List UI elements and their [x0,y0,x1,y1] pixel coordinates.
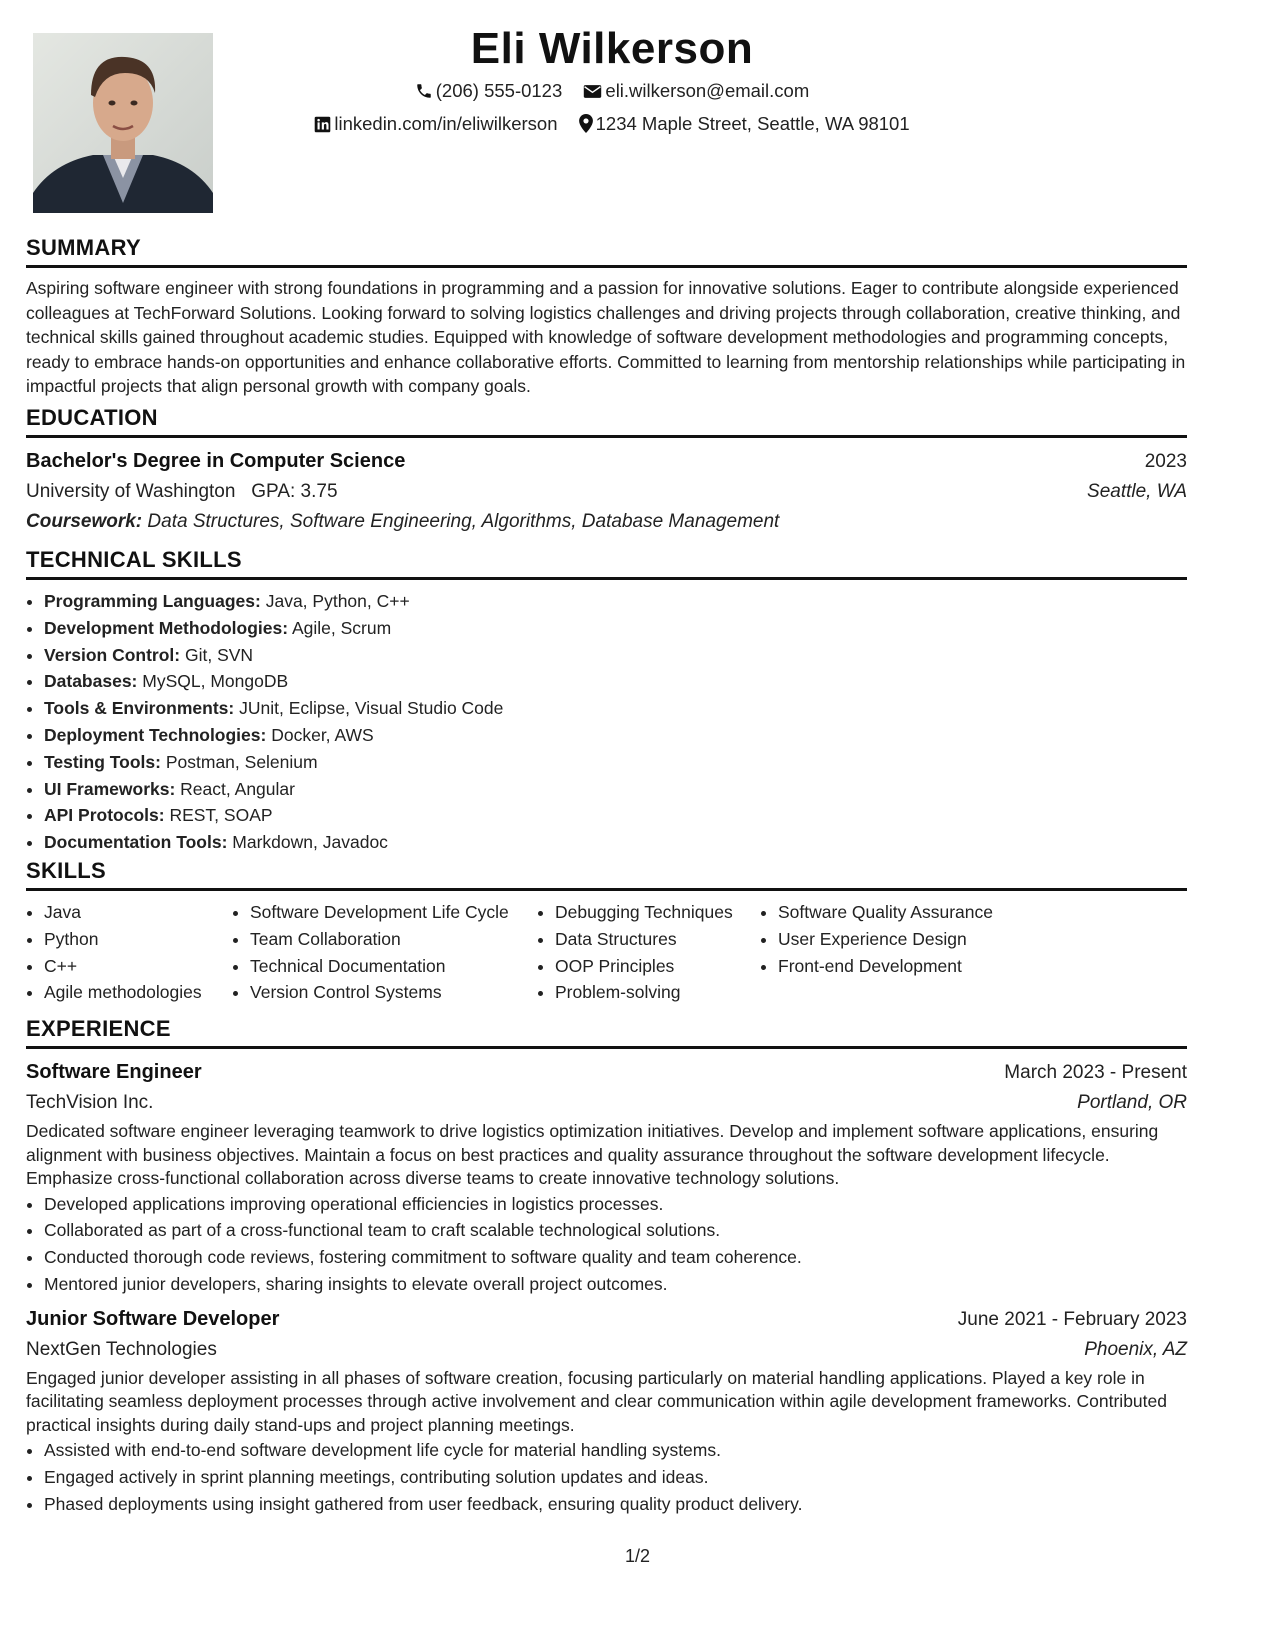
list-item: • OOP Principles [555,953,760,980]
experience-section [26,1016,1187,1518]
contact-row-1 [0,76,1224,109]
candidate-name: Eli Wilkerson [470,24,754,73]
job-entry [26,1057,1187,1298]
list-item [44,802,1187,829]
skill-label: Version Control: [44,644,181,665]
page-number: 1/2 [624,1546,651,1566]
skill-label: UI Frameworks: [44,778,176,799]
job-row-1 [26,1057,1187,1088]
school-location: Seattle, WA [1087,481,1187,502]
job-entry [26,1304,1187,1518]
job-dates: March 2023 - Present [1004,1062,1187,1083]
experience-heading: EXPERIENCE [26,1016,1187,1049]
list-item: • Front-end Development [778,953,1038,980]
skills-column-3 [537,899,760,1006]
list-item: • Developed applications improving operational efficiencies in logistics processes. [44,1191,1187,1218]
skill-label: Tools & Environments: [44,698,235,719]
linkedin-text: linkedin.com/in/eliwilkerson [334,113,558,134]
list-item: • Agile methodologies [44,979,232,1006]
skill-label: Databases: [44,671,138,692]
list-item: • Team Collaboration [250,926,537,953]
list-item [44,695,1187,722]
job-description: Dedicated software engineer leveraging teamwork to drive logistics optimization initiatives. Develop and implement software applications, ensuring alignment with business objectives. Maintain a focus on best practices and quality assurance throughout the software development lifecycle. Emphasize cross-functional collaboration across diverse teams to create innovative technology solutions. [26,1121,1159,1188]
list-item: • Assisted with end-to-end software development life cycle for material handling systems. [44,1437,1187,1464]
list-item: • Version Control Systems [250,979,537,1006]
skill-value: MySQL, MongoDB [142,671,289,692]
skills-column-1 [26,899,232,1006]
skill-label: API Protocols: [44,805,165,826]
list-item: • Data Structures [555,926,760,953]
list-item: • Debugging Techniques [555,899,760,926]
list-item [44,615,1187,642]
skill-label: Testing Tools: [44,751,161,772]
list-item: • User Experience Design [778,926,1038,953]
list-item: • Software Development Life Cycle [250,899,537,926]
education-heading: EDUCATION [26,405,1187,438]
contact-row-2 [0,109,1224,142]
phone-text: (206) 555-0123 [435,80,563,101]
job-title: Software Engineer [26,1061,202,1083]
skill-value: Docker, AWS [271,724,374,745]
coursework-label: Coursework: [26,511,143,532]
list-item: • Software Quality Assurance [778,899,1038,926]
list-item: • Collaborated as part of a cross-functional team to craft scalable technological solutions. [44,1217,1187,1244]
list-item: • Technical Documentation [250,953,537,980]
coursework-line [26,507,1187,537]
skill-label: Programming Languages: [44,591,261,611]
gpa: GPA: 3.75 [251,481,338,502]
job-bullets [26,1437,1187,1517]
skill-label: Documentation Tools: [44,832,228,853]
skill-value: Java, Python, C++ [265,591,410,611]
skill-value: React, Angular [180,778,295,799]
skills-section [26,858,1187,1006]
job-bullets [26,1191,1187,1298]
list-item [44,776,1187,803]
skill-value: REST, SOAP [169,805,273,826]
job-location: Phoenix, AZ [1084,1338,1187,1360]
skill-value: Markdown, Javadoc [232,832,388,853]
education-row-1 [26,446,1187,477]
list-item: • Engaged actively in sprint planning meetings, contributing solution updates and ideas. [44,1464,1187,1491]
list-item: • Mentored junior developers, sharing insights to elevate overall project outcomes. [44,1271,1187,1298]
summary-section [26,235,1187,399]
list-item [44,642,1187,669]
skills-column-4 [760,899,1038,1006]
address-text: 1234 Maple Street, Seattle, WA 98101 [595,113,910,134]
company-name: TechVision Inc. [26,1092,154,1113]
skill-value: Agile, Scrum [291,617,392,638]
job-description: Engaged junior developer assisting in all phases of software creation, focusing particularly on material handling applications. Played a key role in facilitating seamless deployment processes through active involvement and clear communication within agile development frameworks. Contributed practical insights during daily stand-ups and project planning meetings. [26,1367,1167,1435]
skill-label: Development Methodologies: [44,617,289,638]
job-dates: June 2021 - February 2023 [957,1308,1187,1330]
phone-contact[interactable] [415,76,563,109]
list-item [44,749,1187,776]
list-item: • Python [44,926,232,953]
address-contact [579,109,910,142]
technical-skills-list [26,588,1187,856]
linkedin-icon [314,112,331,142]
linkedin-contact[interactable] [314,109,557,142]
resume-header [0,22,1224,142]
envelope-icon [583,79,602,109]
coursework-text: Data Structures, Software Engineering, Algorithms, Database Management [147,511,780,532]
school-name: University of Washington [26,481,236,502]
job-location: Portland, OR [1077,1092,1187,1113]
skills-heading: SKILLS [26,858,1187,891]
list-item: • C++ [44,953,232,980]
company-name: NextGen Technologies [26,1338,217,1360]
school-line [26,477,338,507]
skill-value: Postman, Selenium [165,751,318,772]
map-pin-icon [579,112,593,142]
skill-label: Deployment Technologies: [44,724,267,745]
list-item [44,829,1187,856]
list-item: • Conducted thorough code reviews, fostering commitment to software quality and team coherence. [44,1244,1187,1271]
skill-value: Git, SVN [185,644,254,665]
email-text: eli.wilkerson@email.com [605,80,810,101]
degree-title: Bachelor's Degree in Computer Science [26,450,406,472]
skills-columns [26,899,1187,1006]
list-item [44,668,1187,695]
list-item: • Problem-solving [555,979,760,1006]
job-row-2 [26,1335,1187,1365]
summary-heading: SUMMARY [26,235,1187,268]
skills-column-2 [232,899,537,1006]
technical-skills-section [26,547,1187,856]
job-row-2 [26,1088,1187,1118]
list-item [44,722,1187,749]
email-contact[interactable] [583,76,809,109]
job-row-1 [26,1304,1187,1335]
summary-text: Aspiring software engineer with strong foundations in programming and a passion for innovative solutions. Eager to contribute alongside experienced colleagues at TechForward Solutions. Looking forward to solving logistics challenges and driving projects through collaboration, creative thinking, and technical skills gained throughout academic studies. Equipped with knowledge of software development methodologies and programming concepts, ready to embrace hands-on opportunities and enhance collaborative efforts. Committed to learning from mentorship relationships while participating in impactful projects that align personal growth with company goals. [26,278,1186,396]
list-item [44,588,1187,615]
list-item: • Phased deployments using insight gathered from user feedback, ensuring quality product delivery. [44,1491,1187,1518]
education-row-2 [26,477,1187,507]
phone-icon [415,79,433,109]
job-title: Junior Software Developer [26,1307,280,1330]
skill-value: JUnit, Eclipse, Visual Studio Code [239,698,504,719]
education-section [26,405,1187,537]
list-item: • Java [44,899,232,926]
technical-skills-heading: TECHNICAL SKILLS [26,547,1187,580]
graduation-year: 2023 [1144,451,1187,472]
